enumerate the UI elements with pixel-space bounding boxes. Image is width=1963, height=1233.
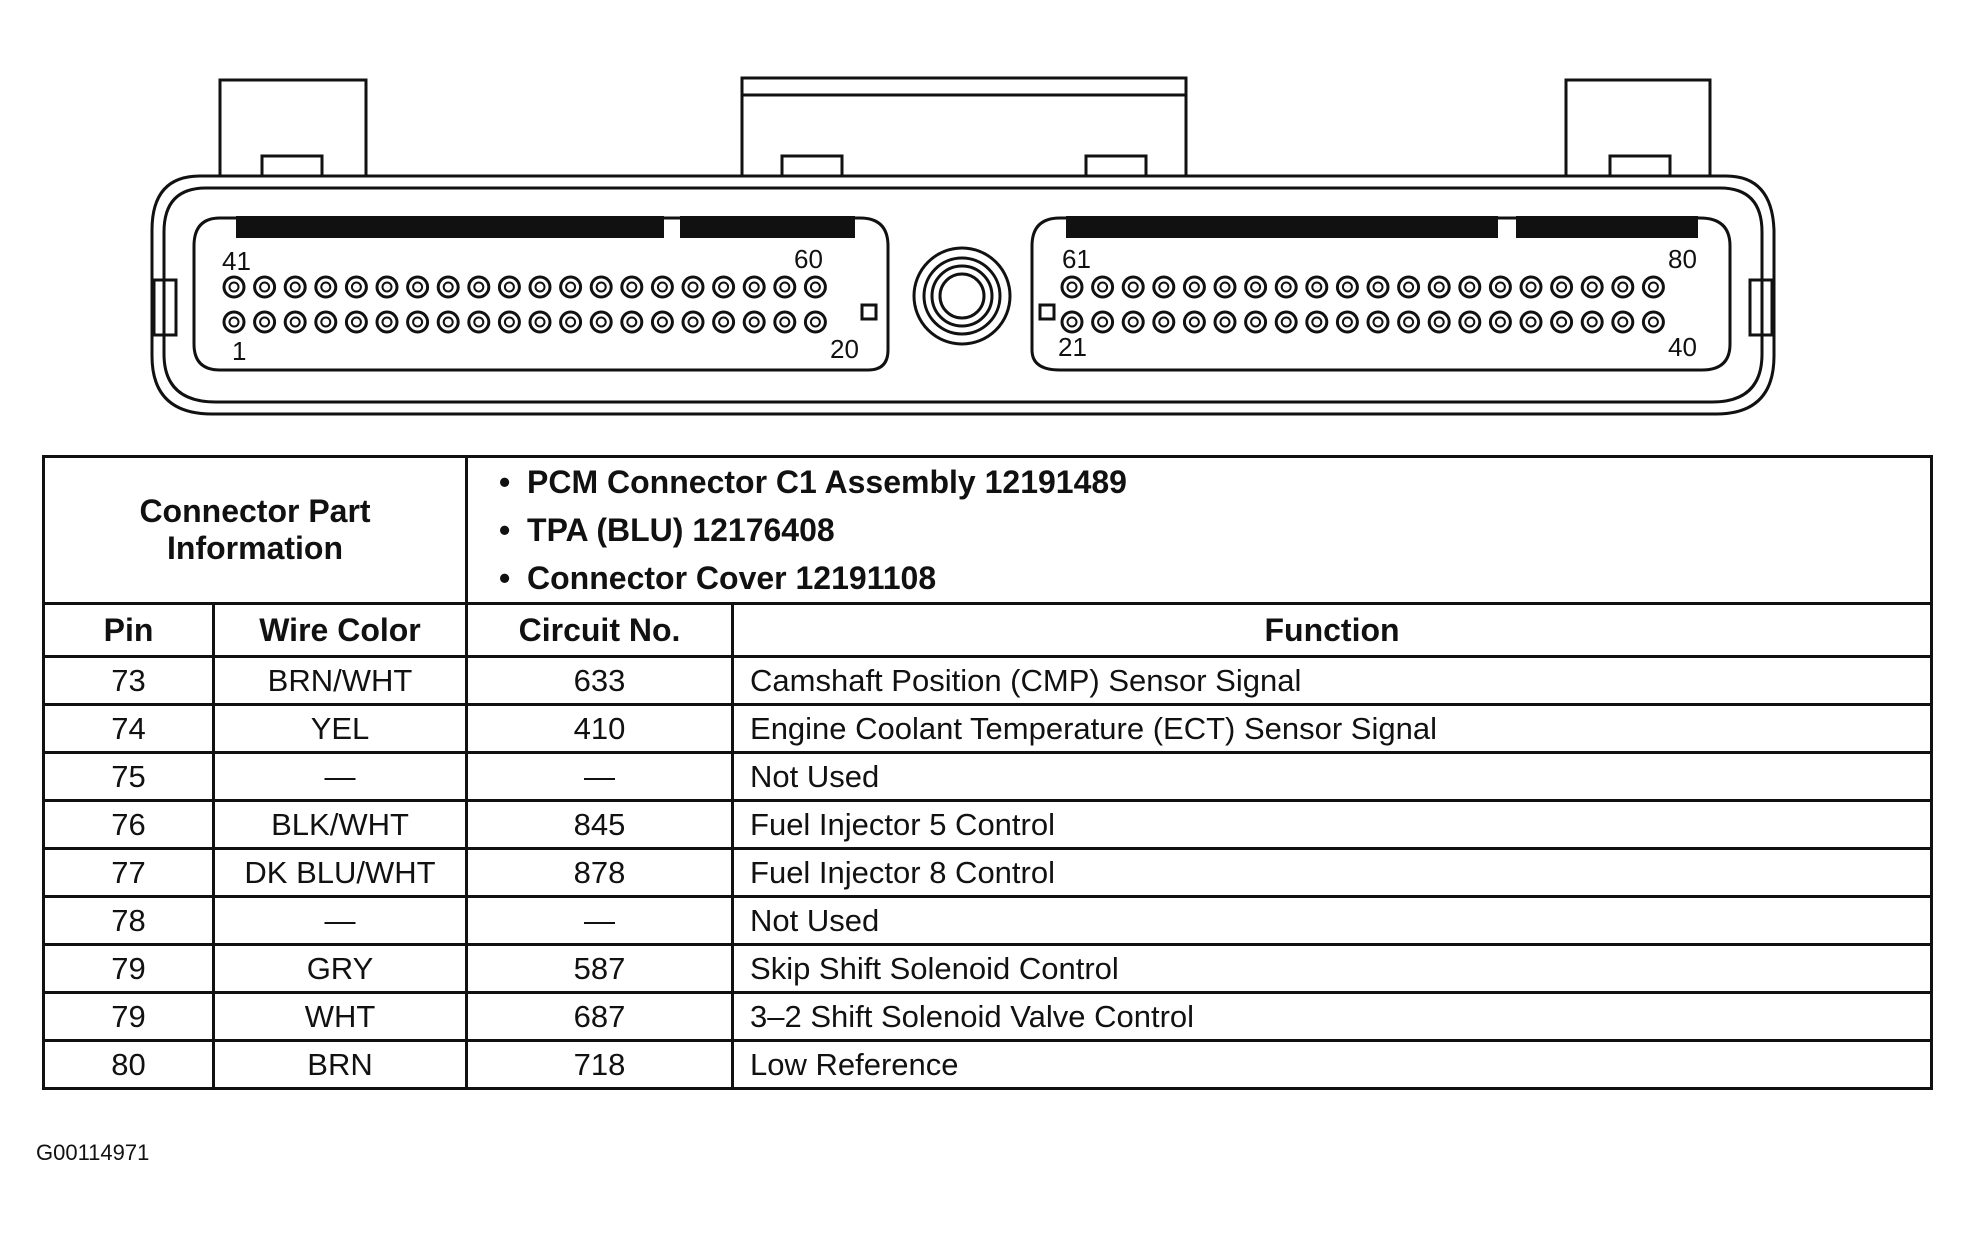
cell-pin: 75 bbox=[44, 753, 214, 801]
pin-hole bbox=[346, 312, 366, 332]
pin-label-80: 80 bbox=[1668, 244, 1697, 274]
pin-hole-inner bbox=[566, 283, 575, 292]
pin-hole-inner bbox=[352, 318, 361, 327]
pin-hole bbox=[1613, 277, 1633, 297]
pin-hole-inner bbox=[1374, 283, 1383, 292]
cell-circuit: 845 bbox=[467, 801, 733, 849]
pin-hole-inner bbox=[1251, 283, 1260, 292]
pin-hole-inner bbox=[1618, 283, 1627, 292]
part-info-item: • PCM Connector C1 Assembly 12191489 bbox=[527, 458, 1916, 506]
pin-hole bbox=[255, 277, 275, 297]
pin-hole-inner bbox=[597, 283, 606, 292]
pin-hole bbox=[652, 312, 672, 332]
pin-hole bbox=[775, 312, 795, 332]
pin-hole bbox=[805, 312, 825, 332]
cell-function: Not Used bbox=[733, 897, 1932, 945]
part-info-cell bbox=[467, 457, 1932, 604]
pin-hole bbox=[1368, 312, 1388, 332]
pin-hole-inner bbox=[1465, 318, 1474, 327]
pin-hole-inner bbox=[444, 283, 453, 292]
pin-hole bbox=[1643, 277, 1663, 297]
pin-hole-inner bbox=[413, 318, 422, 327]
pin-hole bbox=[1521, 277, 1541, 297]
pin-label-61: 61 bbox=[1062, 244, 1091, 274]
pin-hole bbox=[469, 277, 489, 297]
pin-hole-inner bbox=[1312, 283, 1321, 292]
pin-hole-inner bbox=[750, 283, 759, 292]
pin-hole-inner bbox=[1343, 318, 1352, 327]
pin-hole-inner bbox=[260, 283, 269, 292]
pin-hole bbox=[316, 277, 336, 297]
pin-label-41: 41 bbox=[222, 246, 251, 276]
pin-hole bbox=[1123, 277, 1143, 297]
pin-hole bbox=[714, 277, 734, 297]
cell-wire: WHT bbox=[214, 993, 467, 1041]
pin-hole bbox=[377, 277, 397, 297]
cell-pin: 79 bbox=[44, 945, 214, 993]
pin-hole bbox=[1246, 312, 1266, 332]
cell-function: Low Reference bbox=[733, 1041, 1932, 1089]
pin-hole bbox=[224, 277, 244, 297]
pin-hole-inner bbox=[1374, 318, 1383, 327]
table-row bbox=[44, 993, 1932, 1041]
left-latch-notch bbox=[262, 156, 322, 176]
pin-hole-inner bbox=[1649, 318, 1658, 327]
pin-hole bbox=[1093, 312, 1113, 332]
pin-hole bbox=[591, 312, 611, 332]
pin-hole bbox=[346, 277, 366, 297]
pin-hole-inner bbox=[321, 283, 330, 292]
pin-hole-inner bbox=[1588, 283, 1597, 292]
pin-hole-inner bbox=[474, 283, 483, 292]
pin-hole bbox=[285, 277, 305, 297]
pin-hole bbox=[1399, 277, 1419, 297]
pin-label-20: 20 bbox=[830, 334, 859, 364]
pin-hole bbox=[1521, 312, 1541, 332]
pin-hole-inner bbox=[383, 283, 392, 292]
pin-hole bbox=[408, 312, 428, 332]
pin-label-40: 40 bbox=[1668, 332, 1697, 362]
table-row bbox=[44, 897, 1932, 945]
pin-hole bbox=[744, 312, 764, 332]
pin-hole bbox=[1307, 312, 1327, 332]
pin-hole bbox=[561, 312, 581, 332]
part-info-label: Connector Part Information bbox=[44, 457, 467, 604]
pin-hole bbox=[1582, 277, 1602, 297]
cell-circuit: 718 bbox=[467, 1041, 733, 1089]
table-row bbox=[44, 801, 1932, 849]
pin-hole bbox=[1154, 277, 1174, 297]
pin-hole bbox=[1337, 312, 1357, 332]
pin-hole-inner bbox=[1618, 318, 1627, 327]
pin-hole bbox=[1184, 312, 1204, 332]
pin-hole-inner bbox=[1557, 283, 1566, 292]
table-row bbox=[44, 945, 1932, 993]
pin-hole-inner bbox=[1068, 318, 1077, 327]
cell-pin: 73 bbox=[44, 657, 214, 705]
table-row bbox=[44, 753, 1932, 801]
pin-hole-inner bbox=[1098, 283, 1107, 292]
pin-hole-inner bbox=[536, 283, 545, 292]
left-key-bar-2 bbox=[680, 216, 855, 238]
pin-hole bbox=[1643, 312, 1663, 332]
pin-label-1: 1 bbox=[232, 336, 247, 366]
pin-hole bbox=[1215, 312, 1235, 332]
center-latch-notch-left bbox=[782, 156, 842, 176]
pin-hole-inner bbox=[1588, 318, 1597, 327]
part-info-row bbox=[44, 457, 1932, 604]
pin-hole bbox=[1093, 277, 1113, 297]
pin-hole bbox=[438, 277, 458, 297]
cell-function: 3–2 Shift Solenoid Valve Control bbox=[733, 993, 1932, 1041]
pin-hole-inner bbox=[1190, 318, 1199, 327]
pin-label-60: 60 bbox=[794, 244, 823, 274]
pin-hole-inner bbox=[444, 318, 453, 327]
pin-hole-inner bbox=[1129, 283, 1138, 292]
right-latch bbox=[1566, 80, 1710, 176]
pin-hole bbox=[683, 312, 703, 332]
connector-diagram bbox=[0, 0, 1963, 430]
pin-hole bbox=[224, 312, 244, 332]
pin-hole-inner bbox=[1221, 283, 1230, 292]
pin-hole bbox=[591, 277, 611, 297]
pin-hole-inner bbox=[658, 283, 667, 292]
pin-hole bbox=[1123, 312, 1143, 332]
pin-hole bbox=[469, 312, 489, 332]
cell-circuit: 587 bbox=[467, 945, 733, 993]
center-latch bbox=[742, 78, 1186, 176]
pin-hole-inner bbox=[536, 318, 545, 327]
right-key-bar-2 bbox=[1516, 216, 1698, 238]
left-key-bar-1 bbox=[236, 216, 664, 238]
pin-hole-inner bbox=[291, 318, 300, 327]
cell-pin: 76 bbox=[44, 801, 214, 849]
pin-hole bbox=[1429, 277, 1449, 297]
cell-pin: 78 bbox=[44, 897, 214, 945]
cell-circuit: 687 bbox=[467, 993, 733, 1041]
pin-hole-inner bbox=[627, 283, 636, 292]
cell-circuit: 878 bbox=[467, 849, 733, 897]
pin-hole bbox=[561, 277, 581, 297]
pin-hole bbox=[622, 312, 642, 332]
pin-hole bbox=[1154, 312, 1174, 332]
pin-hole-inner bbox=[780, 283, 789, 292]
cell-wire: BRN bbox=[214, 1041, 467, 1089]
pin-hole-inner bbox=[1312, 318, 1321, 327]
pin-hole-inner bbox=[1496, 318, 1505, 327]
table-row bbox=[44, 657, 1932, 705]
pin-hole-inner bbox=[1404, 283, 1413, 292]
pin-hole bbox=[316, 312, 336, 332]
cell-pin: 74 bbox=[44, 705, 214, 753]
pin-hole bbox=[1062, 277, 1082, 297]
pin-hole-inner bbox=[505, 283, 514, 292]
cell-circuit: — bbox=[467, 897, 733, 945]
pin-hole-inner bbox=[597, 318, 606, 327]
pin-hole-inner bbox=[1282, 283, 1291, 292]
pin-hole-inner bbox=[321, 318, 330, 327]
pin-hole bbox=[1582, 312, 1602, 332]
pin-hole bbox=[1613, 312, 1633, 332]
pin-hole bbox=[1215, 277, 1235, 297]
cell-pin: 80 bbox=[44, 1041, 214, 1089]
pin-hole bbox=[285, 312, 305, 332]
cell-pin: 77 bbox=[44, 849, 214, 897]
pin-hole-inner bbox=[566, 318, 575, 327]
pin-hole-inner bbox=[1435, 318, 1444, 327]
pin-hole-inner bbox=[780, 318, 789, 327]
cell-function: Camshaft Position (CMP) Sensor Signal bbox=[733, 657, 1932, 705]
right-key-bar-1 bbox=[1066, 216, 1498, 238]
pin-hole bbox=[1460, 312, 1480, 332]
pin-hole bbox=[1062, 312, 1082, 332]
pin-hole bbox=[744, 277, 764, 297]
pin-hole bbox=[1552, 277, 1572, 297]
pin-hole-inner bbox=[1068, 283, 1077, 292]
left-latch bbox=[220, 80, 366, 176]
pin-hole bbox=[1490, 277, 1510, 297]
pin-hole bbox=[1337, 277, 1357, 297]
pin-hole-inner bbox=[230, 283, 239, 292]
pin-hole-inner bbox=[1343, 283, 1352, 292]
cell-circuit: — bbox=[467, 753, 733, 801]
part-info-list bbox=[482, 458, 1916, 602]
pin-hole bbox=[1552, 312, 1572, 332]
pin-hole-inner bbox=[1435, 283, 1444, 292]
pin-hole-inner bbox=[1159, 283, 1168, 292]
cell-function: Not Used bbox=[733, 753, 1932, 801]
pin-hole-inner bbox=[1251, 318, 1260, 327]
figure-code: G00114971 bbox=[36, 1140, 150, 1165]
pin-hole bbox=[530, 312, 550, 332]
left-pin-cavity bbox=[194, 218, 888, 370]
pin-hole-inner bbox=[1557, 318, 1566, 327]
part-info-item: • TPA (BLU) 12176408 bbox=[527, 506, 1916, 554]
part-info-item: • Connector Cover 12191108 bbox=[527, 554, 1916, 602]
cell-function: Engine Coolant Temperature (ECT) Sensor Signal bbox=[733, 705, 1932, 753]
pin-hole bbox=[1460, 277, 1480, 297]
pin-hole-inner bbox=[474, 318, 483, 327]
header-function: Function bbox=[733, 604, 1932, 657]
pin-hole bbox=[622, 277, 642, 297]
pin-hole-inner bbox=[1129, 318, 1138, 327]
pin-hole bbox=[1246, 277, 1266, 297]
cell-wire: — bbox=[214, 897, 467, 945]
pin-hole-inner bbox=[1527, 318, 1536, 327]
cell-wire: GRY bbox=[214, 945, 467, 993]
pin-hole bbox=[1276, 312, 1296, 332]
table-row bbox=[44, 705, 1932, 753]
pin-hole-inner bbox=[1221, 318, 1230, 327]
pin-hole bbox=[1276, 277, 1296, 297]
pin-hole-inner bbox=[1098, 318, 1107, 327]
pin-hole-inner bbox=[811, 283, 820, 292]
pin-hole-inner bbox=[505, 318, 514, 327]
header-wire-color: Wire Color bbox=[214, 604, 467, 657]
cell-wire: — bbox=[214, 753, 467, 801]
pin-hole bbox=[438, 312, 458, 332]
header-pin: Pin bbox=[44, 604, 214, 657]
pin-hole bbox=[408, 277, 428, 297]
pin-hole-inner bbox=[811, 318, 820, 327]
center-bolt bbox=[914, 248, 1010, 344]
pin-hole bbox=[255, 312, 275, 332]
pin-hole-inner bbox=[689, 318, 698, 327]
cell-wire: BLK/WHT bbox=[214, 801, 467, 849]
connector-housing bbox=[152, 176, 1774, 414]
table-row bbox=[44, 1041, 1932, 1089]
pin-hole-inner bbox=[1496, 283, 1505, 292]
pin-hole-inner bbox=[291, 283, 300, 292]
pin-hole bbox=[683, 277, 703, 297]
pin-hole-inner bbox=[1282, 318, 1291, 327]
pin-hole-inner bbox=[1404, 318, 1413, 327]
pin-hole-inner bbox=[627, 318, 636, 327]
cell-function: Fuel Injector 8 Control bbox=[733, 849, 1932, 897]
pin-hole bbox=[1429, 312, 1449, 332]
pin-hole-inner bbox=[1527, 283, 1536, 292]
cell-function: Skip Shift Solenoid Control bbox=[733, 945, 1932, 993]
pin-hole-inner bbox=[413, 283, 422, 292]
pin-hole bbox=[714, 312, 734, 332]
pin-hole bbox=[377, 312, 397, 332]
pin-hole-inner bbox=[658, 318, 667, 327]
pin-hole-inner bbox=[1190, 283, 1199, 292]
pin-hole-inner bbox=[1159, 318, 1168, 327]
right-pin-cavity bbox=[1032, 218, 1730, 370]
header-row bbox=[44, 604, 1932, 657]
pin-hole bbox=[1307, 277, 1327, 297]
pin-hole bbox=[1368, 277, 1388, 297]
header-circuit: Circuit No. bbox=[467, 604, 733, 657]
pin-hole bbox=[775, 277, 795, 297]
cell-function: Fuel Injector 5 Control bbox=[733, 801, 1932, 849]
pin-hole-inner bbox=[230, 318, 239, 327]
pin-hole bbox=[499, 277, 519, 297]
pin-hole bbox=[1399, 312, 1419, 332]
pin-hole-inner bbox=[1649, 283, 1658, 292]
cell-wire: YEL bbox=[214, 705, 467, 753]
pin-hole-inner bbox=[719, 283, 728, 292]
cell-circuit: 633 bbox=[467, 657, 733, 705]
right-latch-notch bbox=[1610, 156, 1670, 176]
pin-label-21: 21 bbox=[1058, 332, 1087, 362]
pin-hole-inner bbox=[383, 318, 392, 327]
pin-hole bbox=[805, 277, 825, 297]
cell-circuit: 410 bbox=[467, 705, 733, 753]
table-row bbox=[44, 849, 1932, 897]
pin-hole bbox=[530, 277, 550, 297]
pin-hole bbox=[652, 277, 672, 297]
pin-hole-inner bbox=[1465, 283, 1474, 292]
cell-wire: DK BLU/WHT bbox=[214, 849, 467, 897]
pin-hole-inner bbox=[719, 318, 728, 327]
cell-wire: BRN/WHT bbox=[214, 657, 467, 705]
pin-hole-inner bbox=[689, 283, 698, 292]
pin-hole-inner bbox=[260, 318, 269, 327]
pin-hole bbox=[1490, 312, 1510, 332]
pin-hole-inner bbox=[750, 318, 759, 327]
cell-pin: 79 bbox=[44, 993, 214, 1041]
pin-hole bbox=[499, 312, 519, 332]
center-latch-notch-right bbox=[1086, 156, 1146, 176]
pin-hole bbox=[1184, 277, 1204, 297]
pin-table bbox=[42, 455, 1933, 1090]
pin-hole-inner bbox=[352, 283, 361, 292]
